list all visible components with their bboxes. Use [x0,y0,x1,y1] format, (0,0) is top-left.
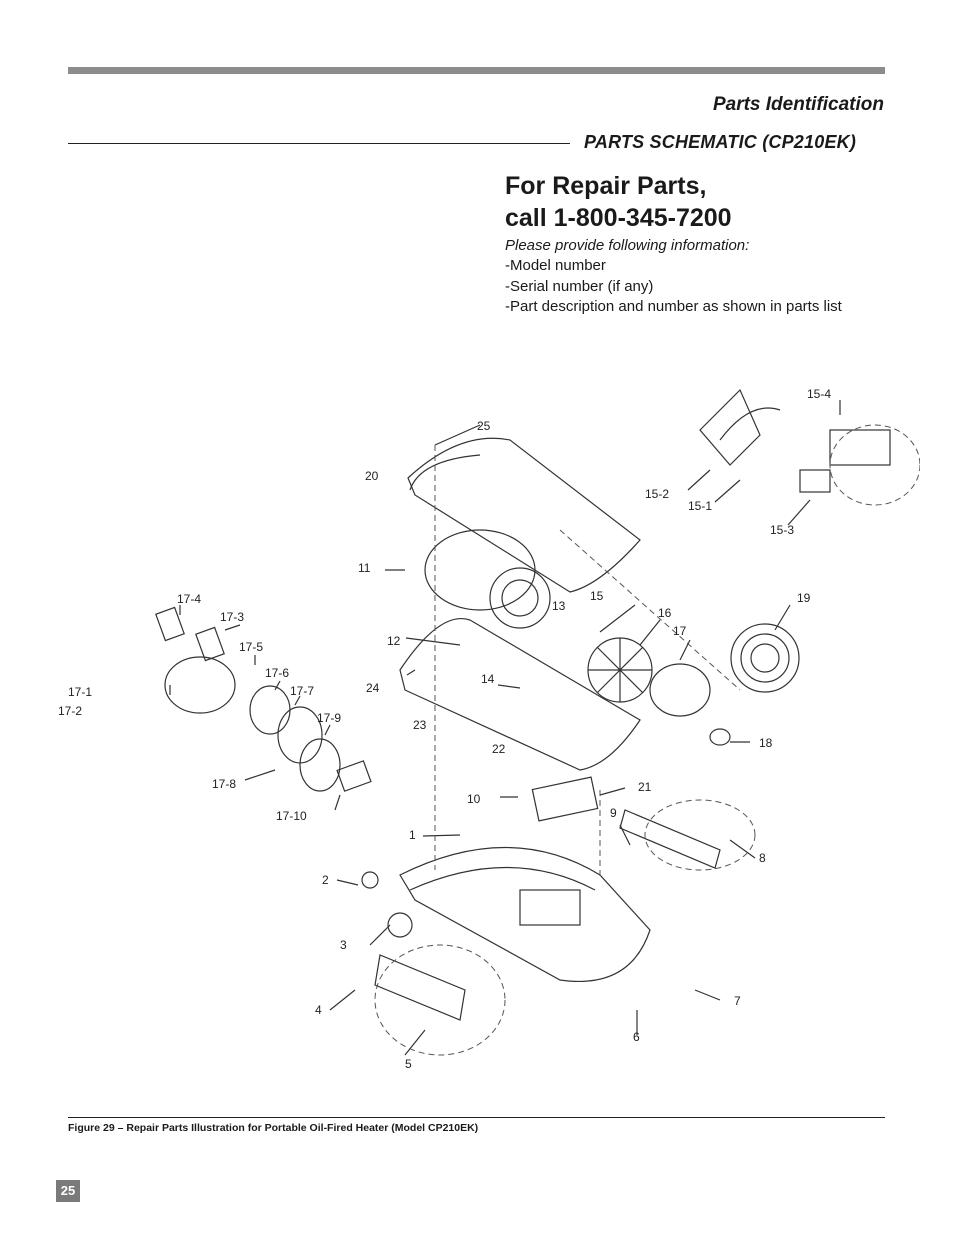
callout-18: 18 [759,736,773,750]
callout-16: 16 [658,606,672,620]
callout-17-6: 17-6 [265,666,290,680]
repair-heading-line1: For Repair Parts, [505,172,707,200]
title-rule [68,143,570,144]
callout-2: 2 [322,873,329,887]
callout-17-9: 17-9 [317,711,342,725]
repair-heading-line2: call 1-800-345-7200 [505,204,732,232]
callout-15-3: 15-3 [770,523,795,537]
callout-3: 3 [340,938,347,952]
motor [650,664,710,716]
callout-12: 12 [387,634,401,648]
control-board [532,777,597,821]
diagram-callouts [58,387,831,1071]
repair-intro: Please provide following information: [505,237,750,254]
repair-item-model: -Model number [505,257,606,274]
page-number: 25 [56,1180,80,1202]
callout-17: 17 [673,624,687,638]
figure-caption: Figure 29 – Repair Parts Illustration for Portable Oil-Fired Heater (Model CP210EK) [68,1122,479,1134]
callout-9: 9 [610,806,617,820]
callout-15-2: 15-2 [645,487,670,501]
callout-20: 20 [365,469,379,483]
callout-1: 1 [409,828,416,842]
schematic-title: PARTS SCHEMATIC (CP210EK) [584,132,857,152]
callout-17-3: 17-3 [220,610,245,624]
callout-5: 5 [405,1057,412,1071]
header-bar [68,67,885,74]
upper-housing [408,438,640,592]
callout-11: 11 [358,561,371,575]
callout-17-10: 17-10 [276,809,307,823]
callout-25: 25 [477,419,491,433]
callout-17-1: 17-1 [68,685,93,699]
figure-rule [68,1117,885,1118]
callout-19: 19 [797,591,811,605]
motor-inset [165,657,235,713]
callout-15-4: 15-4 [807,387,832,401]
repair-item-serial: -Serial number (if any) [505,277,654,295]
callout-4: 4 [315,1003,322,1017]
callout-23: 23 [413,718,427,732]
callout-17-8: 17-8 [212,777,237,791]
repair-item-part: -Part description and number as shown in parts list [505,298,842,315]
callout-6: 6 [633,1030,640,1044]
callout-13: 13 [552,599,566,613]
parts-schematic-diagram [40,370,920,1100]
callout-7: 7 [734,994,741,1008]
callout-14: 14 [481,672,495,686]
callout-24: 24 [366,681,380,695]
callout-17-4: 17-4 [177,592,202,606]
callout-8: 8 [759,851,766,865]
callout-10: 10 [467,792,481,806]
fuel-tank [400,848,650,982]
callout-15: 15 [590,589,604,603]
callout-17-5: 17-5 [239,640,264,654]
callout-17-7: 17-7 [290,684,315,698]
repair-info [505,170,905,318]
section-title: Parts Identification [712,94,884,115]
callout-22: 22 [492,742,506,756]
callout-21: 21 [638,780,652,794]
callout-17-2: 17-2 [58,704,83,718]
callout-15-1: 15-1 [688,499,713,513]
